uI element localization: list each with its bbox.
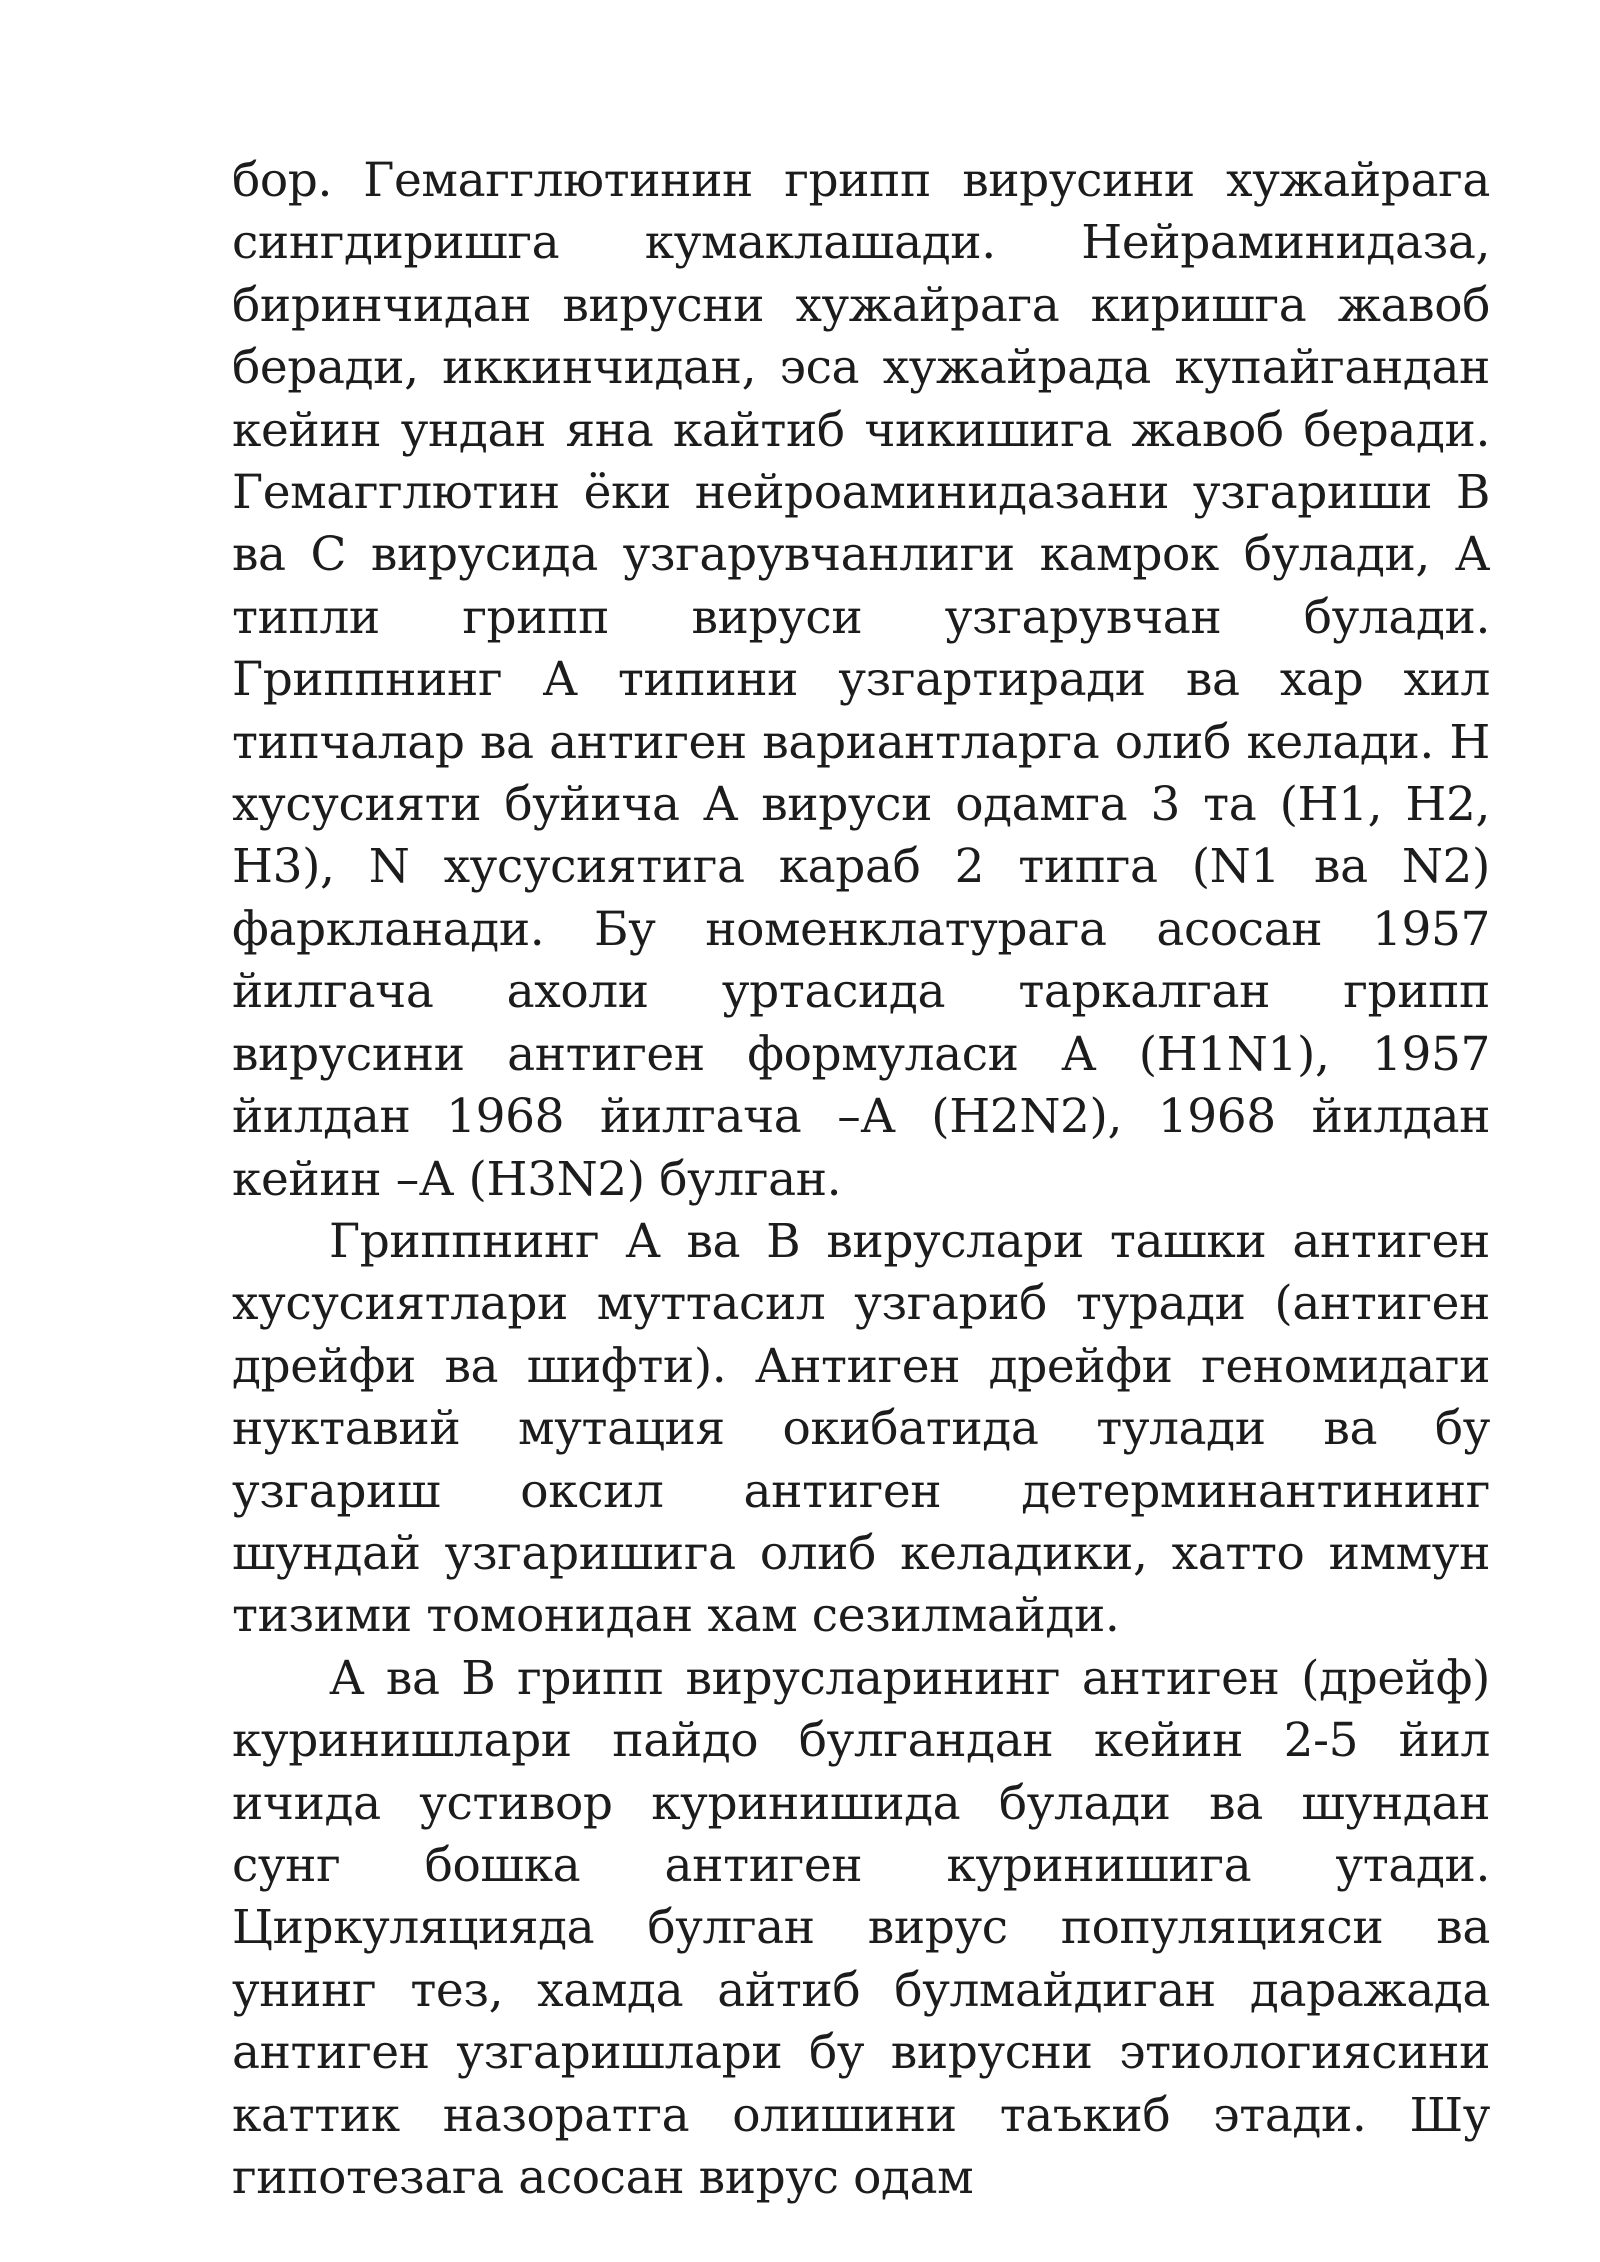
paragraph-antigen-drift: Гриппнинг А ва В вируслари ташки антиген хусусиятлари муттасил узгариб туради (антиген дрейфи ва шифти). Антиген дрейфи геномидаги нуктавий мутация окибатида тулади ва бу узгариш оксил антиген детерминантининг шундай узгаришига олиб келадики, хатто иммун тизими томонидан хам сезилмайди. [232,1213,1490,1644]
paragraph-drift-variants: А ва В грипп вирусларининг антиген (дрейф) куринишлари пайдо булгандан кейин 2-5 йил ичида устивор куринишида булади ва шундан сунг бошка антиген куринишига утади. Циркуляцияда булган вирус популяцияси ва унинг тез, хамда айтиб булмайдиган даражада антиген узгаришлари бу вирусни этиологиясини каттик назоратга олишини таъкиб этади. Шу гипотезага асосан вирус одам [232,1650,1490,2205]
document-page [232,150,1490,2209]
paragraph-influenza-antigens: бор. Гемагглютинин грипп вирусини хужайрага сингдиришга кумаклашади. Нейраминидаза, биринчидан вирусни хужайрага киришга жавоб беради, иккинчидан, эса хужайрада купайгандан кейин ундан яна кайтиб чикишига жавоб беради. Гемагглютин ёки нейроаминидазани узгариши В ва С вирусида узгарувчанлиги камрок булади, А типли грипп вируси узгарувчан булади. Гриппнинг А типини узгартиради ва хар хил типчалар ва антиген вариантларга олиб келади. Н хусусияти буйича А вируси одамга 3 та (Н1, Н2, Н3), N хусусиятига караб 2 типга (N1 ва N2) фаркланади. Бу номенклатурага асосан 1957 йилгача ахоли уртасида таркалган грипп вирусини антиген формуласи А (Н1N1), 1957 йилдан 1968 йилгача –А (Н2N2), 1968 йилдан кейин –А (Н3N2) булган. [232,153,1490,1207]
